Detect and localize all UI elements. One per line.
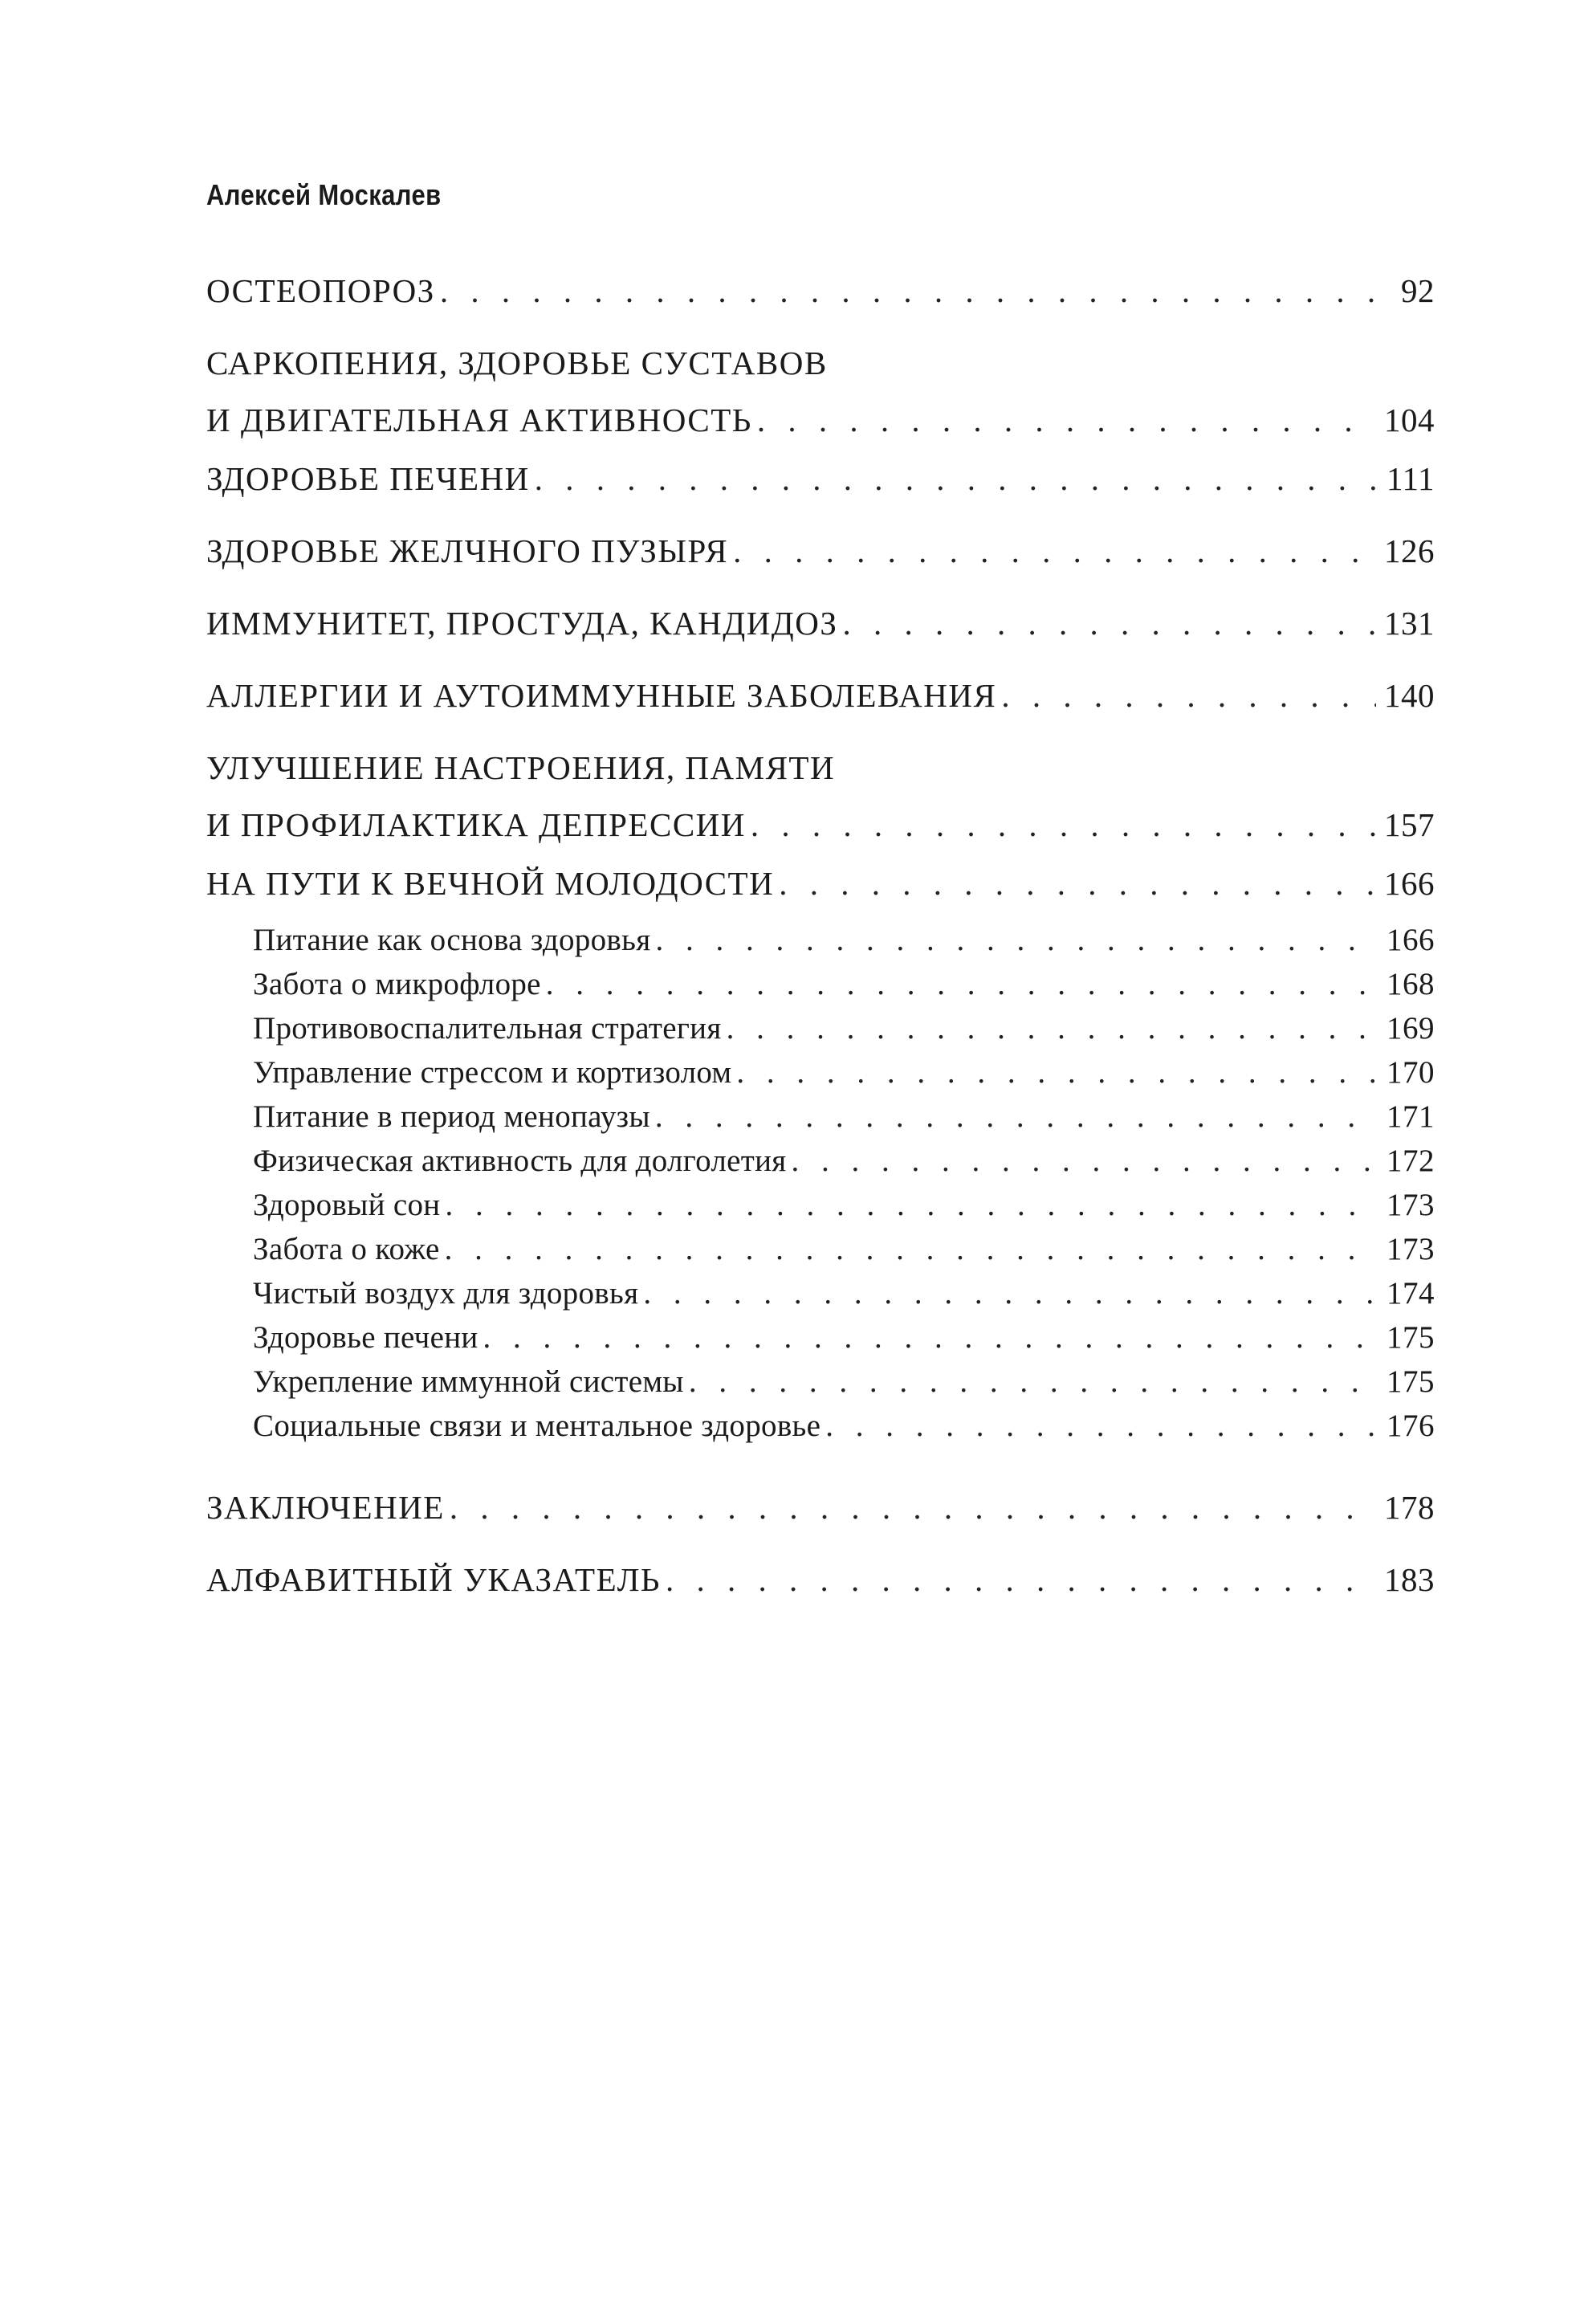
toc-page-number: 176 [1387,1409,1435,1443]
toc-chapter-entry [206,604,1435,642]
toc-page-number: 170 [1387,1055,1435,1090]
running-head-author: Алексей Москалев [206,178,442,211]
toc-page-number: 126 [1384,532,1435,569]
toc-page-number: 131 [1384,605,1435,642]
toc-entry-title: И ДВИГАТЕЛЬНАЯ АКТИВНОСТЬ [206,402,752,438]
dot-leader [733,532,1376,570]
toc-entry-line [206,1560,1435,1599]
toc-page-number: 172 [1387,1144,1435,1178]
toc-entry-line [206,271,1435,310]
toc-section-entry [206,1319,1435,1356]
toc-section-entry [206,1187,1435,1223]
toc-entry-title: Чистый воздух для здоровья [253,1276,639,1311]
toc-entry-line [206,1231,1435,1267]
toc-chapter-entry [206,864,1435,903]
toc-page-number: 166 [1384,865,1435,902]
toc-page-number: 171 [1387,1099,1435,1134]
dot-leader [779,864,1376,903]
toc-page-number: 111 [1387,460,1435,497]
toc-entry-title: Здоровье печени [253,1320,478,1355]
toc-entry-title: Укрепление иммунной системы [253,1364,684,1399]
dot-leader [450,1488,1376,1527]
toc-page-number: 175 [1387,1320,1435,1355]
toc-page-number: 157 [1384,806,1435,843]
dot-leader [736,1054,1378,1091]
toc-section-entry [206,922,1435,958]
toc-section-entry [206,1231,1435,1267]
toc-entry-title: УЛУЧШЕНИЕ НАСТРОЕНИЯ, ПАМЯТИ [206,749,836,786]
toc-page-number: 140 [1384,677,1435,714]
dot-leader [842,604,1376,642]
toc-entry-line [206,1319,1435,1356]
toc-chapter-entry [206,271,1435,310]
toc-page-number: 173 [1387,1232,1435,1266]
toc-section-entry [206,1054,1435,1091]
dot-leader [792,1143,1378,1179]
toc-entry-line [206,401,1435,439]
toc-chapter-entry [206,532,1435,570]
toc-entry-line [206,1364,1435,1400]
toc-page-number: 169 [1387,1011,1435,1046]
toc-entry-title: НА ПУТИ К ВЕЧНОЙ МОЛОДОСТИ [206,865,775,902]
toc-chapter-entry [206,1488,1435,1527]
toc-entry-line [206,966,1435,1002]
toc-page-number: 173 [1387,1188,1435,1222]
toc-entry-line [206,748,1435,787]
toc-section-entry [206,1143,1435,1179]
toc-entry-line [206,1187,1435,1223]
toc-section-entry [206,1099,1435,1135]
toc-section-entry [206,1010,1435,1046]
toc-entry-line [206,864,1435,903]
toc-entry-title: Здоровый сон [253,1188,441,1222]
dot-leader [751,805,1376,844]
toc-entry-line [206,1099,1435,1135]
toc-entry-title: ЗДОРОВЬЕ ПЕЧЕНИ [206,460,530,497]
toc-entry-title: Противовоспалительная стратегия [253,1011,722,1046]
toc-chapter-entry [206,344,1435,439]
toc-entry-title: АЛФАВИТНЫЙ УКАЗАТЕЛЬ [206,1561,661,1598]
toc-chapter-entry [206,459,1435,498]
dot-leader [483,1319,1378,1356]
toc-entry-line [206,1143,1435,1179]
toc-entry-title: Управление стрессом и кортизолом [253,1055,732,1090]
dot-leader [727,1010,1378,1046]
toc-chapter-entry [206,676,1435,715]
toc-entry-line [206,1054,1435,1091]
dot-leader [1001,676,1376,715]
toc-entry-title: Социальные связи и ментальное здоровье [253,1409,821,1443]
dot-leader [757,401,1376,439]
dot-leader [655,1099,1378,1135]
toc-entry-title: ЗАКЛЮЧЕНИЕ [206,1489,445,1526]
toc-section-entry [206,966,1435,1002]
toc-entry-title: И ПРОФИЛАКТИКА ДЕПРЕССИИ [206,806,746,843]
toc-section-entry [206,1275,1435,1311]
dot-leader [643,1275,1378,1311]
dot-leader [655,922,1378,958]
dot-leader [825,1408,1378,1444]
toc-entry-line [206,805,1435,844]
toc-entry-line [206,676,1435,715]
toc-entry-title: ЗДОРОВЬЕ ЖЕЛЧНОГО ПУЗЫРЯ [206,532,729,569]
toc-entry-title: ОСТЕОПОРОЗ [206,272,435,309]
toc-page-number: 92 [1401,272,1435,309]
toc-section-entry [206,1364,1435,1400]
toc-entry-title: Забота о коже [253,1232,440,1266]
toc-entry-line [206,922,1435,958]
toc-section-entry [206,1408,1435,1444]
toc-page-number: 104 [1384,402,1435,438]
toc-page-number: 175 [1387,1364,1435,1399]
toc-entry-line [206,1010,1435,1046]
toc-entry-title: Забота о микрофлоре [253,967,541,1001]
toc-entry-line [206,532,1435,570]
toc-page-number: 178 [1384,1489,1435,1526]
toc-page-number: 183 [1384,1561,1435,1598]
dot-leader [440,271,1393,310]
toc-entry-title: Питание как основа здоровья [253,923,651,957]
toc-entry-line [206,1275,1435,1311]
toc-page-number: 166 [1387,923,1435,957]
toc-entry-line [206,344,1435,382]
dot-leader [689,1364,1378,1400]
toc-page-number: 174 [1387,1276,1435,1311]
toc-entry-title: Физическая активность для долголетия [253,1144,787,1178]
dot-leader [445,1187,1378,1223]
toc-entry-line [206,459,1435,498]
dot-leader [445,1231,1378,1267]
dot-leader [535,459,1378,498]
dot-leader [666,1560,1376,1599]
toc-chapter-entry [206,748,1435,844]
toc-entry-line [206,1488,1435,1527]
toc-entry-title: САРКОПЕНИЯ, ЗДОРОВЬЕ СУСТАВОВ [206,345,828,381]
toc-entry-line [206,1408,1435,1444]
toc-entry-title: ИММУНИТЕТ, ПРОСТУДА, КАНДИДОЗ [206,605,838,642]
toc-entry-title: АЛЛЕРГИИ И АУТОИММУННЫЕ ЗАБОЛЕВАНИЯ [206,677,997,714]
toc-page-number: 168 [1387,967,1435,1001]
toc-chapter-entry [206,1560,1435,1599]
dot-leader [546,966,1378,1002]
toc-entry-line [206,604,1435,642]
toc-entry-title: Питание в период менопаузы [253,1099,650,1134]
book-page [206,0,1435,2324]
